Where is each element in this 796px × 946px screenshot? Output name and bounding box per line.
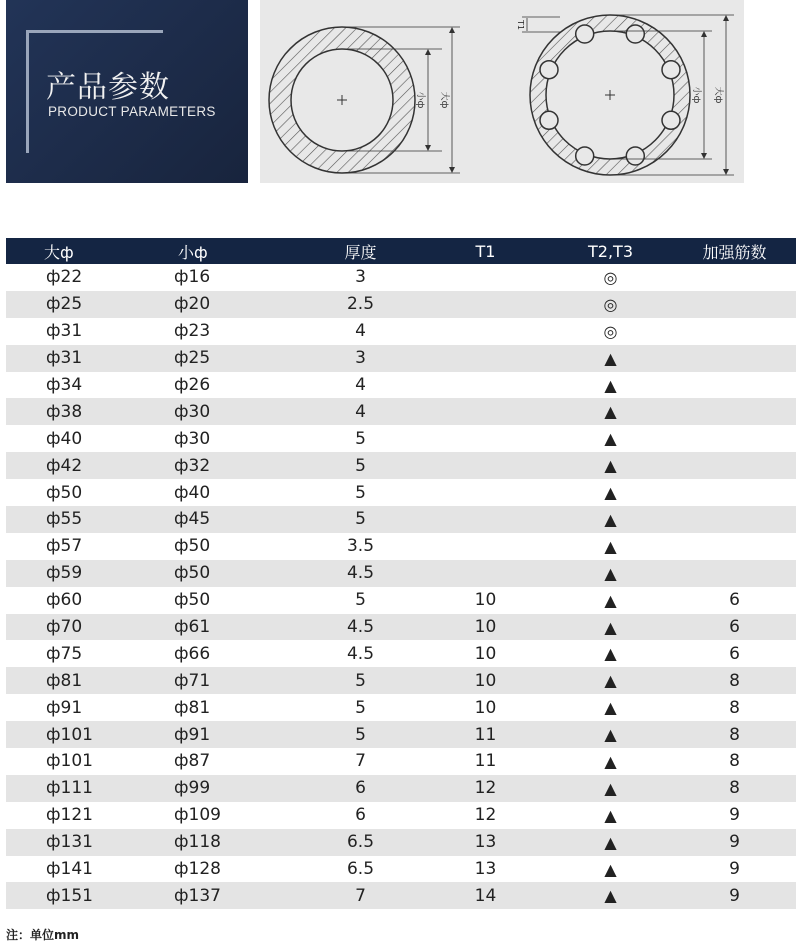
cell-inner-diameter: ф71 bbox=[164, 667, 298, 694]
unit-note: 注：单位mm bbox=[6, 928, 80, 942]
cell-outer-diameter: ф101 bbox=[46, 751, 93, 772]
cell-t2-t3: ▲ bbox=[604, 859, 617, 879]
cell-inner-diameter: ф20 bbox=[164, 291, 298, 318]
cell-rib-count: 6 bbox=[729, 643, 740, 664]
table-row bbox=[6, 291, 796, 318]
cell-t1 bbox=[423, 398, 548, 425]
cell-thickness: 6 bbox=[355, 805, 366, 826]
cell-thickness: 5 bbox=[298, 721, 423, 748]
table-header-row bbox=[6, 238, 796, 264]
ribbed-tube-small-label: 小ф bbox=[691, 86, 701, 104]
table-row bbox=[6, 452, 796, 479]
cell-outer-diameter: ф75 bbox=[46, 643, 83, 664]
cell-outer-diameter: ф31 bbox=[6, 345, 164, 372]
cell-inner-diameter: ф128 bbox=[174, 859, 221, 880]
cell-inner-diameter: ф118 bbox=[164, 829, 298, 856]
cell-thickness: 5 bbox=[355, 697, 366, 718]
cell-t2-t3: ▲ bbox=[548, 775, 673, 802]
cell-inner-diameter: ф45 bbox=[164, 506, 298, 533]
cell-t1 bbox=[423, 560, 548, 587]
cell-outer-diameter: ф81 bbox=[6, 667, 164, 694]
header-inner-diameter: 小ф bbox=[164, 238, 298, 264]
cell-t2-t3: ▲ bbox=[548, 829, 673, 856]
cell-inner-diameter: ф50 bbox=[174, 590, 211, 611]
table-row bbox=[6, 506, 796, 533]
table-row bbox=[6, 775, 796, 802]
cell-t1: 12 bbox=[423, 775, 548, 802]
header-outer-diameter: 大ф bbox=[6, 238, 164, 264]
rib-notch bbox=[662, 61, 680, 79]
table-row bbox=[6, 425, 796, 452]
cell-inner-diameter: ф16 bbox=[174, 267, 211, 288]
cell-thickness: 3 bbox=[298, 345, 423, 372]
cell-thickness: 4.5 bbox=[346, 643, 375, 664]
table-row bbox=[6, 667, 796, 694]
cell-outer-diameter: ф91 bbox=[46, 697, 83, 718]
cell-inner-diameter: ф30 bbox=[164, 398, 298, 425]
plain-tube-diagram bbox=[269, 27, 460, 173]
cell-inner-diameter: ф26 bbox=[174, 375, 211, 395]
cell-rib-count bbox=[673, 560, 796, 587]
ribbed-tube-diagram bbox=[516, 15, 734, 175]
cell-t1: 10 bbox=[474, 590, 497, 611]
cell-t2-t3: ◎ bbox=[603, 267, 618, 287]
rib-notch bbox=[576, 147, 594, 165]
ribbed-tube-large-label: 大ф bbox=[713, 86, 723, 104]
cell-inner-diameter: ф23 bbox=[174, 321, 211, 342]
cell-inner-diameter: ф40 bbox=[174, 482, 211, 503]
cell-t2-t3: ▲ bbox=[604, 698, 617, 718]
cell-t2-t3: ▲ bbox=[548, 452, 673, 479]
cell-rib-count: 8 bbox=[673, 721, 796, 748]
cell-thickness: 5 bbox=[298, 452, 423, 479]
cell-rib-count bbox=[673, 372, 796, 399]
cell-t1: 14 bbox=[423, 882, 548, 909]
cell-rib-count: 8 bbox=[673, 667, 796, 694]
cell-inner-diameter: ф61 bbox=[164, 614, 298, 641]
cell-rib-count: 9 bbox=[673, 829, 796, 856]
cell-outer-diameter: ф70 bbox=[6, 614, 164, 641]
cell-rib-count bbox=[673, 398, 796, 425]
cell-outer-diameter: ф34 bbox=[46, 375, 83, 395]
ribbed-tube-t1-label: T1 bbox=[516, 20, 525, 30]
table-row bbox=[6, 345, 796, 372]
header-t1: T1 bbox=[423, 238, 548, 264]
cell-outer-diameter: ф57 bbox=[46, 536, 83, 557]
cell-outer-diameter: ф121 bbox=[46, 805, 93, 826]
table-row bbox=[6, 264, 796, 291]
cell-thickness: 4.5 bbox=[298, 560, 423, 587]
cell-outer-diameter: ф141 bbox=[46, 859, 93, 880]
cell-t2-t3: ◎ bbox=[603, 321, 618, 341]
table-row bbox=[6, 479, 796, 506]
table-row bbox=[6, 882, 796, 909]
cell-thickness: 6 bbox=[298, 775, 423, 802]
table-row bbox=[6, 533, 796, 560]
cell-t1 bbox=[423, 264, 548, 291]
cell-t2-t3: ▲ bbox=[604, 483, 617, 503]
cell-outer-diameter: ф101 bbox=[6, 721, 164, 748]
cell-inner-diameter: ф50 bbox=[174, 536, 211, 557]
cell-t1: 13 bbox=[423, 829, 548, 856]
cell-thickness: 5 bbox=[355, 590, 366, 611]
cell-thickness: 4 bbox=[355, 375, 366, 395]
table-row bbox=[6, 560, 796, 587]
banner-subtitle: PRODUCT PARAMETERS bbox=[48, 104, 216, 119]
cell-rib-count bbox=[673, 425, 796, 452]
cell-thickness: 4.5 bbox=[298, 614, 423, 641]
cell-t1: 10 bbox=[423, 614, 548, 641]
cell-t1 bbox=[423, 318, 548, 345]
cell-t2-t3: ▲ bbox=[604, 536, 617, 556]
cell-outer-diameter: ф40 bbox=[46, 428, 83, 449]
cell-rib-count bbox=[673, 452, 796, 479]
cell-t1 bbox=[423, 506, 548, 533]
cell-inner-diameter: ф109 bbox=[174, 805, 221, 826]
cell-rib-count bbox=[673, 506, 796, 533]
banner-title: 产品参数 bbox=[46, 70, 170, 105]
cell-rib-count bbox=[673, 291, 796, 318]
table-row bbox=[6, 640, 796, 667]
table-row bbox=[6, 398, 796, 425]
cell-rib-count bbox=[673, 345, 796, 372]
cell-thickness: 6.5 bbox=[346, 859, 375, 880]
cell-inner-diameter: ф50 bbox=[164, 560, 298, 587]
cell-t2-t3: ▲ bbox=[548, 345, 673, 372]
cell-thickness: 6.5 bbox=[298, 829, 423, 856]
cell-rib-count: 8 bbox=[729, 751, 740, 772]
cell-t2-t3: ▲ bbox=[604, 644, 617, 664]
cell-inner-diameter: ф81 bbox=[174, 697, 211, 718]
plain-tube-large-label: 大ф bbox=[439, 91, 449, 109]
cell-rib-count bbox=[673, 479, 796, 506]
cell-t2-t3: ▲ bbox=[548, 667, 673, 694]
cell-rib-count: 8 bbox=[673, 775, 796, 802]
cell-outer-diameter: ф59 bbox=[6, 560, 164, 587]
cell-t2-t3: ▲ bbox=[548, 614, 673, 641]
cell-t2-t3: ▲ bbox=[548, 560, 673, 587]
cell-outer-diameter: ф131 bbox=[6, 829, 164, 856]
cell-t1 bbox=[423, 291, 548, 318]
rib-notch bbox=[540, 61, 558, 79]
cell-outer-diameter: ф50 bbox=[46, 482, 83, 503]
cell-outer-diameter: ф31 bbox=[46, 321, 83, 342]
cell-t1: 11 bbox=[474, 751, 497, 772]
cell-thickness: 5 bbox=[298, 667, 423, 694]
header-t2-t3: T2,T3 bbox=[548, 238, 673, 264]
cell-t2-t3: ▲ bbox=[548, 506, 673, 533]
cell-t1 bbox=[423, 345, 548, 372]
cell-thickness: 3 bbox=[355, 267, 366, 288]
cell-t2-t3: ▲ bbox=[548, 721, 673, 748]
cell-thickness: 3.5 bbox=[346, 536, 375, 557]
cell-outer-diameter: ф111 bbox=[6, 775, 164, 802]
cell-inner-diameter: ф66 bbox=[174, 643, 211, 664]
cell-t1: 13 bbox=[474, 859, 497, 880]
cell-t1 bbox=[423, 533, 548, 560]
cell-thickness: 7 bbox=[355, 751, 366, 772]
cell-thickness: 7 bbox=[298, 882, 423, 909]
cell-t2-t3: ▲ bbox=[604, 429, 617, 449]
cell-thickness: 5 bbox=[355, 482, 366, 503]
rib-notch bbox=[626, 25, 644, 43]
cell-t2-t3: ▲ bbox=[604, 375, 617, 395]
cell-inner-diameter: ф32 bbox=[164, 452, 298, 479]
cell-rib-count: 8 bbox=[729, 697, 740, 718]
cell-t1 bbox=[423, 425, 548, 452]
cell-rib-count: 9 bbox=[729, 805, 740, 826]
cell-outer-diameter: ф38 bbox=[6, 398, 164, 425]
cell-t1: 10 bbox=[474, 643, 497, 664]
cell-outer-diameter: ф22 bbox=[46, 267, 83, 288]
product-parameters-table bbox=[6, 238, 796, 909]
cell-t1: 12 bbox=[474, 805, 497, 826]
cell-rib-count: 6 bbox=[729, 590, 740, 611]
table-row bbox=[6, 614, 796, 641]
table-row bbox=[6, 721, 796, 748]
table-row bbox=[6, 694, 796, 721]
table-row bbox=[6, 318, 796, 345]
cell-rib-count bbox=[673, 264, 796, 291]
table-row bbox=[6, 802, 796, 829]
cell-thickness: 5 bbox=[298, 506, 423, 533]
cell-t2-t3: ▲ bbox=[548, 882, 673, 909]
rib-notch bbox=[626, 147, 644, 165]
cell-t2-t3: ▲ bbox=[548, 398, 673, 425]
cell-rib-count bbox=[673, 318, 796, 345]
cell-thickness: 2.5 bbox=[298, 291, 423, 318]
cell-t1 bbox=[423, 372, 548, 399]
tube-diagrams bbox=[260, 0, 744, 183]
table-row bbox=[6, 372, 796, 399]
cell-t1: 11 bbox=[423, 721, 548, 748]
cell-t2-t3: ▲ bbox=[604, 751, 617, 771]
cell-inner-diameter: ф99 bbox=[164, 775, 298, 802]
header-thickness: 厚度 bbox=[298, 238, 423, 264]
cell-t1 bbox=[423, 452, 548, 479]
table-row bbox=[6, 829, 796, 856]
plain-tube-small-label: 小ф bbox=[415, 91, 425, 109]
cell-thickness: 4 bbox=[298, 398, 423, 425]
cell-inner-diameter: ф25 bbox=[164, 345, 298, 372]
cell-rib-count: 6 bbox=[673, 614, 796, 641]
rib-notch bbox=[576, 25, 594, 43]
cell-rib-count: 9 bbox=[729, 859, 740, 880]
cell-outer-diameter: ф60 bbox=[46, 590, 83, 611]
rib-notch bbox=[540, 111, 558, 129]
cell-outer-diameter: ф151 bbox=[6, 882, 164, 909]
cell-thickness: 5 bbox=[355, 428, 366, 449]
cell-outer-diameter: ф25 bbox=[6, 291, 164, 318]
rib-notch bbox=[662, 111, 680, 129]
table-row bbox=[6, 856, 796, 883]
product-parameters-banner bbox=[6, 0, 248, 183]
header-rib-count: 加强筋数 bbox=[673, 238, 796, 264]
table-row bbox=[6, 587, 796, 614]
cell-rib-count: 9 bbox=[673, 882, 796, 909]
cell-outer-diameter: ф55 bbox=[6, 506, 164, 533]
cell-rib-count bbox=[673, 533, 796, 560]
cell-t2-t3: ▲ bbox=[604, 590, 617, 610]
cell-t2-t3: ▲ bbox=[604, 805, 617, 825]
cell-inner-diameter: ф91 bbox=[164, 721, 298, 748]
cell-inner-diameter: ф30 bbox=[174, 428, 211, 449]
cell-inner-diameter: ф137 bbox=[164, 882, 298, 909]
cell-thickness: 4 bbox=[355, 321, 366, 342]
table-row bbox=[6, 748, 796, 775]
tube-cross-section-diagrams bbox=[260, 0, 744, 183]
cell-inner-diameter: ф87 bbox=[174, 751, 211, 772]
cell-t1: 10 bbox=[423, 667, 548, 694]
cell-t1 bbox=[423, 479, 548, 506]
cell-t1: 10 bbox=[474, 697, 497, 718]
cell-outer-diameter: ф42 bbox=[6, 452, 164, 479]
cell-t2-t3: ◎ bbox=[548, 291, 673, 318]
